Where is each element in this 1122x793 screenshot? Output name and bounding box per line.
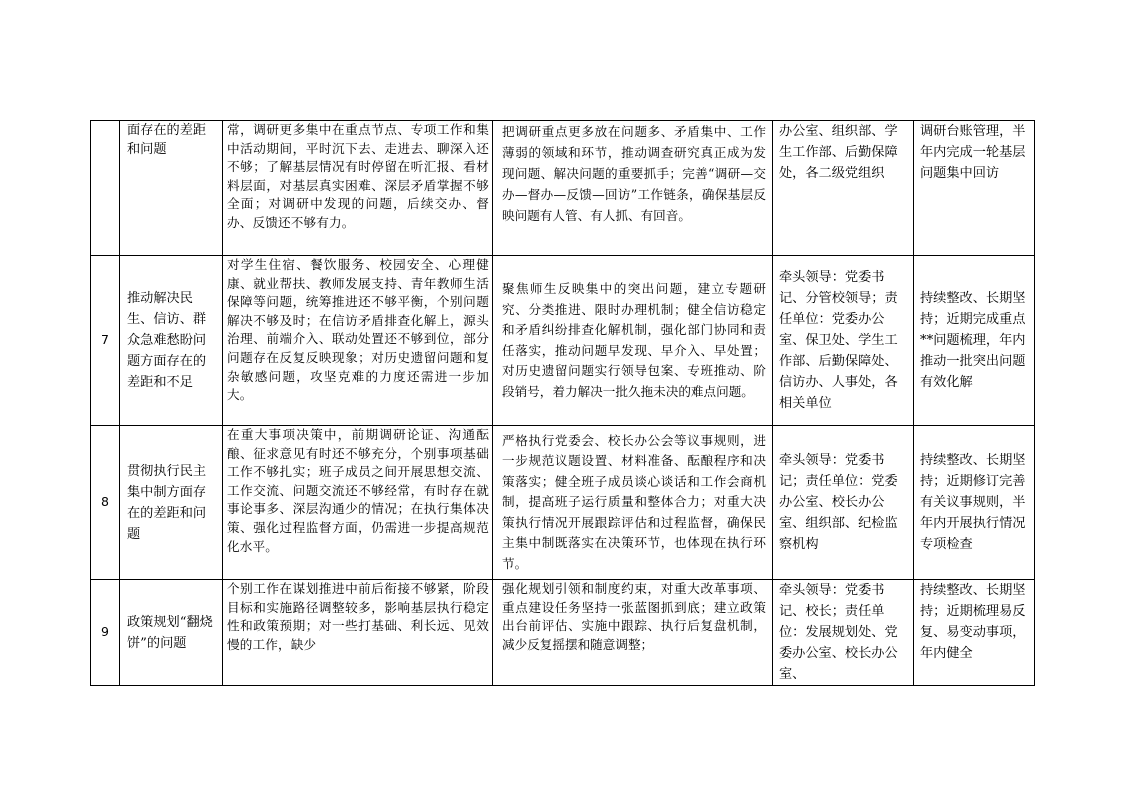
table-row — [91, 121, 1035, 256]
owner-cell: 办公室、组织部、学生工作部、后勤保障处，各二级党组织 — [773, 121, 914, 256]
owner-cell: 牵头领导：党委书记；责任单位：党委办公室、校长办公室、组织部、纪检监察机构 — [773, 426, 914, 580]
measures-cell: 聚焦师生反映集中的突出问题，建立专题研究、分类推进、限时办理机制；健全信访稳定和矛盾纠纷排查化解机制，强化部门协同和责任落实，推动问题早发现、早介入、早处置；对历史遗留问题实行领导包案、专班推动、阶段销号，着力解决一批久拖未决的难点问题。 — [493, 256, 773, 426]
timeline-cell: 持续整改、长期坚持；近期梳理易反复、易变动事项，年内健全 — [914, 580, 1035, 686]
timeline-cell: 持续整改、长期坚持；近期完成重点**问题梳理，年内推动一批突出问题有效化解 — [914, 256, 1035, 426]
issue-cell: 贯彻执行民主集中制方面存在的差距和问题 — [120, 426, 223, 580]
owner-cell: 牵头领导：党委书记、校长；责任单位：发展规划处、党委办公室、校长办公室、 — [773, 580, 914, 686]
row-number: 9 — [91, 580, 120, 686]
issue-cell: 面存在的差距和问题 — [120, 121, 223, 256]
row-number: 8 — [91, 426, 120, 580]
detail-cell: 在重大事项决策中，前期调研论证、沟通酝酿、征求意见有时还不够充分，个别事项基础工作不够扎实；班子成员之间开展思想交流、工作交流、问题交流还不够经常，有时存在就事论事多、深层沟通少的情况；在执行集体决策、强化过程监督方面，仍需进一步提高规范化水平。 — [223, 426, 493, 580]
issue-cell: 政策规划“翻烧饼”的问题 — [120, 580, 223, 686]
row-number: 7 — [91, 256, 120, 426]
issue-cell: 推动解决民生、信访、群众急难愁盼问题方面存在的差距和不足 — [120, 256, 223, 426]
owner-cell: 牵头领导：党委书记、分管校领导；责任单位：党委办公室、保卫处、学生工作部、后勤保障处、信访办、人事处，各相关单位 — [773, 256, 914, 426]
table-row — [91, 256, 1035, 426]
detail-cell: 对学生住宿、餐饮服务、校园安全、心理健康、就业帮扶、教师发展支持、青年教师生活保障等问题，统筹推进还不够平衡，个别问题解决不够及时；在信访矛盾排查化解上，源头治理、前端介入、联动处置还不够到位，部分问题存在反复反映现象；对历史遗留问题和复杂敏感问题，攻坚克难的力度还需进一步加大。 — [223, 256, 493, 426]
table-row — [91, 580, 1035, 686]
detail-cell: 个别工作在谋划推进中前后衔接不够紧，阶段目标和实施路径调整较多，影响基层执行稳定性和政策预期；对一些打基础、利长远、见效慢的工作，缺少 — [223, 580, 493, 686]
timeline-cell: 持续整改、长期坚持；近期修订完善有关议事规则，半年内开展执行情况专项检查 — [914, 426, 1035, 580]
table-row — [91, 426, 1035, 580]
measures-cell: 把调研重点更多放在问题多、矛盾集中、工作薄弱的领域和环节，推动调查研究真正成为发现问题、解决问题的重要抓手；完善“调研—交办—督办—反馈—回访”工作链条，确保基层反映问题有人管、有人抓、有回音。 — [493, 121, 773, 256]
measures-cell: 强化规划引领和制度约束，对重大改革事项、重点建设任务坚持一张蓝图抓到底；建立政策出台前评估、实施中跟踪、执行后复盘机制，减少反复摇摆和随意调整； — [493, 580, 773, 686]
timeline-cell: 调研台账管理，半年内完成一轮基层问题集中回访 — [914, 121, 1035, 256]
row-number — [91, 121, 120, 256]
measures-cell: 严格执行党委会、校长办公会等议事规则，进一步规范议题设置、材料准备、酝酿程序和决策落实；健全班子成员谈心谈话和工作会商机制，提高班子运行质量和整体合力；对重大决策执行情况开展跟踪评估和过程监督，确保民主集中制既落实在决策环节，也体现在执行环节。 — [493, 426, 773, 580]
rectification-table — [90, 120, 1035, 686]
detail-cell: 常，调研更多集中在重点节点、专项工作和集中活动期间，平时沉下去、走进去、聊深入还不够；了解基层情况有时停留在听汇报、看材料层面，对基层真实困难、深层矛盾掌握不够全面；对调研中发现的问题，后续交办、督办、反馈还不够有力。 — [223, 121, 493, 256]
